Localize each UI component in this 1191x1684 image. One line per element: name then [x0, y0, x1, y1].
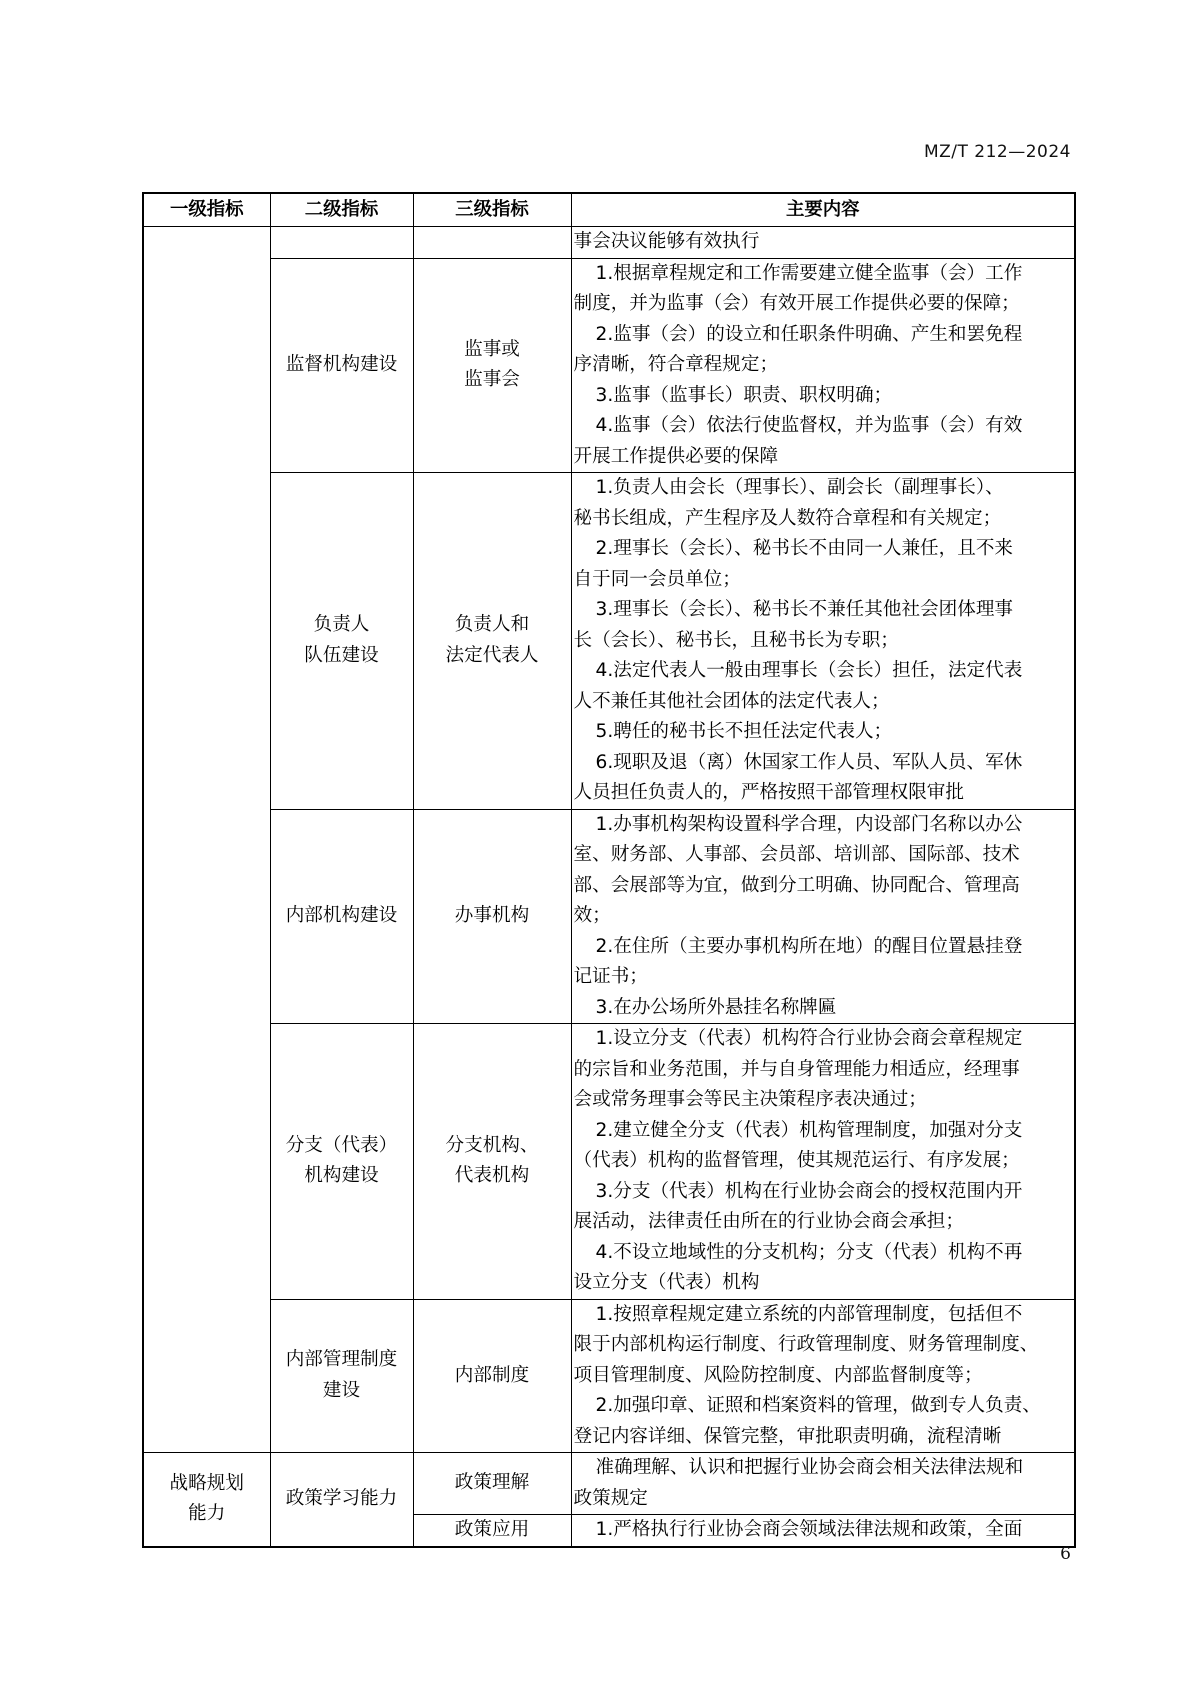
content-line: 政策规定 — [573, 1487, 648, 1509]
level2-cell — [270, 1453, 413, 1547]
content-line: 6.现职及退（离）休国家工作人员、军队人员、军休 — [595, 751, 1023, 773]
content-line: 自于同一会员单位； — [573, 568, 741, 590]
content-line: 会或常务理事会等民主决策程序表决通过； — [573, 1089, 927, 1110]
content-line: 设立分支（代表）机构 — [573, 1272, 760, 1293]
content-cell — [571, 227, 1075, 259]
content-line: 项目管理制度、风险防控制度、内部监督制度等； — [573, 1364, 983, 1386]
level2-cell — [270, 227, 413, 259]
content-line: 2.加强印章、证照和档案资料的管理，做到专人负责、 — [595, 1395, 1041, 1416]
content-line: 4.监事（会）依法行使监督权，并为监事（会）有效 — [595, 415, 1023, 436]
level3-text: 监事会 — [464, 369, 520, 391]
level3-text: 内部制度 — [454, 1364, 530, 1386]
content-line: 2.在住所（主要办事机构所在地）的醒目位置悬挂登 — [595, 935, 1023, 957]
content-cell — [571, 809, 1075, 1024]
content-line: 人不兼任其他社会团体的法定代表人； — [573, 690, 890, 712]
table-row — [143, 1299, 1075, 1453]
level2-text: 监督机构建设 — [285, 354, 398, 375]
level2-cell — [270, 258, 413, 473]
level1-text: 能力 — [188, 1503, 226, 1525]
standard-code: MZ/T 212—2024 — [923, 142, 1071, 162]
content-line: 1.按照章程规定建立系统的内部管理制度，包括但不 — [595, 1303, 1023, 1325]
level3-cell — [413, 1299, 571, 1453]
content-line: 事会决议能够有效执行 — [573, 231, 760, 252]
content-cell — [571, 1299, 1075, 1453]
table-row — [143, 258, 1075, 473]
table-row — [143, 809, 1075, 1024]
level3-text: 代表机构 — [454, 1165, 530, 1187]
content-line: 4.法定代表人一般由理事长（会长）担任，法定代表 — [595, 660, 1023, 681]
level3-text: 负责人和 — [454, 614, 530, 636]
content-line: 限于内部机构运行制度、行政管理制度、财务管理制度、 — [573, 1334, 1039, 1355]
content-line: 1.严格执行行业协会商会领域法律法规和政策，全面 — [595, 1519, 1023, 1540]
level2-text: 负责人 — [313, 614, 370, 636]
content-line: 3.在办公场所外悬挂名称牌匾 — [595, 996, 837, 1018]
column-header-content: 主要内容 — [571, 193, 1075, 227]
content-cell — [571, 473, 1075, 810]
content-cell — [571, 1453, 1075, 1515]
content-line: 5.聘任的秘书长不担任法定代表人； — [595, 721, 893, 742]
level3-text: 政策理解 — [454, 1472, 530, 1494]
content-line: 秘书长组成，产生程序及人数符合章程和有关规定； — [573, 507, 1002, 529]
level3-text: 政策应用 — [454, 1519, 530, 1540]
level3-cell — [413, 227, 571, 259]
level1-cell — [143, 1453, 270, 1547]
content-line: 人员担任负责人的，严格按照干部管理权限审批 — [573, 782, 964, 803]
level3-cell — [413, 258, 571, 473]
level2-text: 建设 — [322, 1379, 361, 1401]
level2-text: 内部机构建设 — [285, 905, 398, 926]
level3-cell — [413, 1453, 571, 1515]
level2-text: 政策学习能力 — [285, 1488, 398, 1509]
column-header-level1: 一级指标 — [143, 193, 270, 227]
level2-text: 队伍建设 — [304, 644, 379, 666]
level3-cell — [413, 809, 571, 1024]
table-row — [143, 227, 1075, 259]
content-cell — [571, 258, 1075, 473]
content-line: 展活动，法律责任由所在的行业协会商会承担； — [573, 1211, 964, 1232]
level3-text: 监事或 — [464, 338, 520, 360]
content-line: 长（会长）、秘书长，且秘书长为专职； — [573, 629, 899, 651]
level1-cell-continued — [143, 227, 270, 1453]
table-row — [143, 473, 1075, 810]
level2-text: 内部管理制度 — [285, 1349, 398, 1371]
indicator-table — [142, 192, 1076, 1548]
content-line: 1.根据章程规定和工作需要建立健全监事（会）工作 — [595, 262, 1023, 284]
content-line: 的宗旨和业务范围，并与自身管理能力相适应，经理事 — [573, 1058, 1020, 1080]
level3-cell — [413, 473, 571, 810]
table-row — [143, 1453, 1075, 1515]
content-line: 1.办事机构架构设置科学合理，内设部门名称以办公 — [595, 813, 1023, 835]
page-number: 6 — [1060, 1544, 1071, 1564]
level2-cell — [270, 1299, 413, 1453]
column-header-level2: 二级指标 — [270, 193, 413, 227]
level2-text: 分支（代表） — [285, 1134, 398, 1156]
content-line: 部、会展部等为宜，做到分工明确、协同配合、管理高 — [573, 874, 1020, 896]
content-line: 效； — [573, 905, 611, 926]
level3-text: 办事机构 — [454, 905, 530, 926]
level3-text: 分支机构、 — [445, 1134, 539, 1156]
column-header-level3: 三级指标 — [413, 193, 571, 227]
level2-cell — [270, 1024, 413, 1300]
level3-cell — [413, 1515, 571, 1547]
table-header-row — [143, 193, 1075, 227]
level2-cell — [270, 473, 413, 810]
content-line: 3.监事（监事长）职责、职权明确； — [595, 384, 893, 406]
content-line: 3.理事长（会长）、秘书长不兼任其他社会团体理事 — [595, 599, 1014, 620]
content-cell — [571, 1024, 1075, 1300]
content-line: 1.负责人由会长（理事长）、副会长（副理事长）、 — [595, 477, 1004, 498]
content-line: 制度，并为监事（会）有效开展工作提供必要的保障； — [573, 293, 1020, 314]
content-line: 开展工作提供必要的保障 — [573, 445, 779, 467]
content-line: 序清晰，符合章程规定； — [573, 354, 779, 375]
content-line: 2.监事（会）的设立和任职条件明确、产生和罢免程 — [595, 323, 1023, 345]
content-line: （代表）机构的监督管理，使其规范运行、有序发展； — [573, 1150, 1020, 1171]
content-line: 3.分支（代表）机构在行业协会商会的授权范围内开 — [595, 1180, 1023, 1202]
content-line: 准确理解、认识和把握行业协会商会相关法律法规和 — [595, 1457, 1024, 1478]
content-line: 2.理事长（会长）、秘书长不由同一人兼任，且不来 — [595, 538, 1014, 559]
level1-text: 战略规划 — [169, 1472, 244, 1494]
content-line: 室、财务部、人事部、会员部、培训部、国际部、技术 — [573, 844, 1020, 865]
content-line: 1.设立分支（代表）机构符合行业协会商会章程规定 — [595, 1028, 1023, 1049]
level3-text: 法定代表人 — [445, 644, 539, 666]
content-cell — [571, 1515, 1075, 1547]
content-line: 记证书； — [573, 966, 648, 987]
table-row — [143, 1024, 1075, 1300]
content-line: 2.建立健全分支（代表）机构管理制度，加强对分支 — [595, 1119, 1023, 1141]
level2-cell — [270, 809, 413, 1024]
level3-cell — [413, 1024, 571, 1300]
level2-text: 机构建设 — [304, 1165, 379, 1187]
content-line: 登记内容详细、保管完整，审批职责明确，流程清晰 — [573, 1425, 1002, 1447]
content-line: 4.不设立地域性的分支机构；分支（代表）机构不再 — [595, 1241, 1023, 1263]
